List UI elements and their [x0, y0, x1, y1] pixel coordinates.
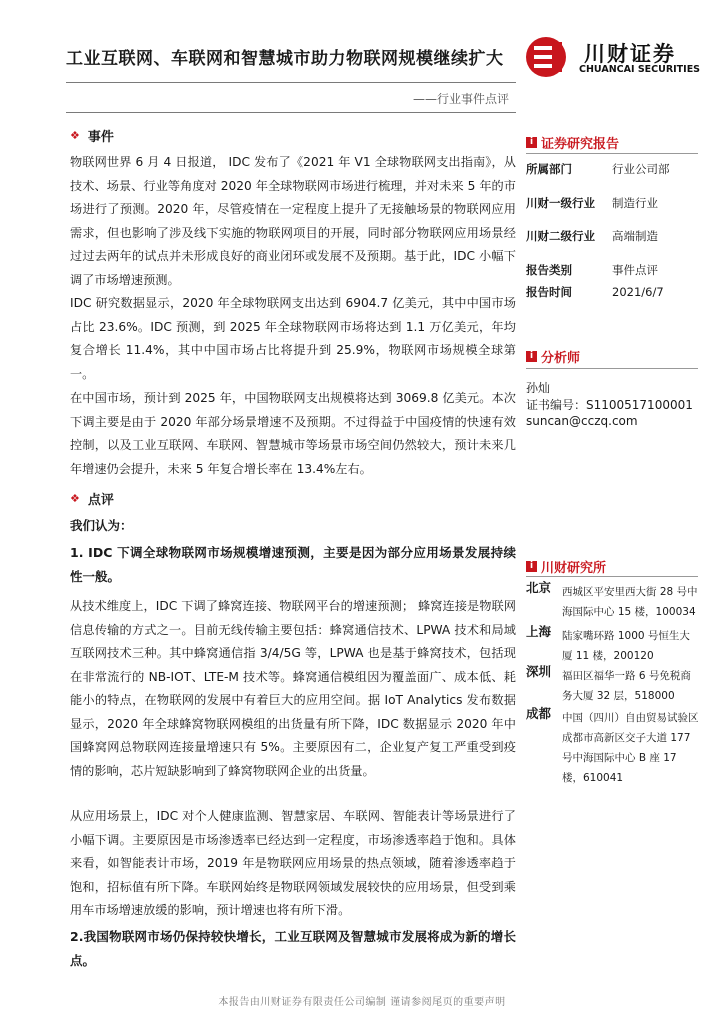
institute-square-icon: i — [526, 561, 537, 572]
office-address-shenzhen: 福田区福华一路 6 号免税商务大厦 32 层，518000 — [562, 670, 691, 702]
report-title: 工业互联网、车联网和智慧城市助力物联网规模继续扩大 — [66, 49, 504, 69]
office-city-chengdu: 成都 — [526, 706, 552, 721]
office-city-shenzhen: 深圳 — [526, 664, 552, 679]
point-1-paragraph-1: 从技术维度上，IDC 下调了蜂窝连接、物联网平台的增速预测； 蜂窝连接是物联网信息传输的方式之一。目前无线传输主要包括：蜂窝通信技术、LPWA 技术和局域互联网技术三种。其中蜂窝通信指 3/4/5G 等，LPWA 也是基于蜂窝技术，包括现在非常流行的 NB-IOT、LTE-M 技术等。蜂窝通信模组因为覆盖面广、成本低、耗能小的特点，在物联网的发展中有着巨大的应用空间。据 IoT Analytics 发布数据显示，2020 年全球蜂窝物联网模组的出货量有所下降，IDC 数据显示 2020 年中国蜂窝网总物联网连接量增速只有 5%。主要原因有二，企业复产复工严重受到疫情的影响，芯片短缺影响到了蜂窝物联网企业的出货量。 — [70, 599, 516, 778]
event-paragraph-2: IDC 研究数据显示，2020 年全球物联网支出达到 6904.7 亿美元，其中中国市场占比 23.6%。IDC 预测，到 2025 年全球物联网市场将达到 1.1 万亿美元，年均复合增长 11.4%，其中中国市场占比将提升到 25.9%，物联网市场规模全球第一。 — [70, 296, 516, 381]
report-square-icon: i — [526, 137, 537, 148]
comment-heading: ❖ 点评 — [70, 492, 114, 508]
point-2-title: 2.我国物联网市场仍保持较快增长，工业互联网及智慧城市发展将成为新的增长点。 — [70, 929, 516, 968]
office-city-beijing: 北京 — [526, 580, 552, 595]
event-paragraph-3: 在中国市场，预计到 2025 年，中国物联网支出规模将达到 3069.8 亿美元。本次下调主要是由于 2020 年部分场景增速不及预期。不过得益于中国疫情的快速有效控制，以及工业互联网、车联网、智慧城市等场景市场空间仍然较大，预计未来几年增速仍会提升，未来 5 年复合增长率在 13.4%左右。 — [70, 391, 516, 476]
header-rule — [66, 82, 516, 83]
analyst-email[interactable]: suncan@cczq.com — [526, 414, 638, 428]
analyst-heading: i 分析师 — [526, 347, 580, 366]
info-row-industry-1: 川财一级行业 制造行业 — [526, 196, 658, 210]
company-name-cn: 川财证券 — [584, 42, 676, 66]
analyst-cert: 证书编号：S1100517100001 — [526, 398, 693, 412]
we-think-label: 我们认为： — [70, 518, 133, 533]
report-subtitle: ——行业事件点评 — [412, 92, 509, 106]
diamond-bullet-icon: ❖ — [70, 129, 80, 142]
event-heading: ❖ 事件 — [70, 129, 114, 145]
page-footer: 本报告由川财证券有限责任公司编制 谨请参阅尾页的重要声明 — [218, 997, 506, 1008]
point-1-paragraph-2: 从应用场景上，IDC 对个人健康监测、智慧家居、车联网、智能表计等场景进行了小幅下调。主要原因是市场渗透率已经达到一定程度，市场渗透率趋于饱和。具体来看，如智能表计市场，2019 年是物联网应用场景的热点领域，随着渗透率趋于饱和，招标值有所下降。车联网始终是物联网领域发展较快的应用场景，但受到乘用车市场增速放缓的影响，预计增速也将有所下滑。 — [70, 809, 516, 917]
office-address-beijing: 西城区平安里西大街 28 号中海国际中心 15 楼，100034 — [562, 586, 698, 618]
sidebar-rule — [526, 576, 698, 577]
point-1-title: 1. IDC 下调全球物联网市场规模增速预测，主要是因为部分应用场景发展持续性一般。 — [70, 545, 516, 584]
analyst-name: 孙灿 — [526, 381, 551, 395]
company-name-en: CHUANCAI SECURITIES — [579, 64, 701, 75]
info-row-date: 报告时间 2021/6/7 — [526, 285, 664, 299]
report-info-heading: i 证券研究报告 — [526, 133, 619, 152]
institute-heading: i 川财研究所 — [526, 557, 606, 576]
header-rule-2 — [66, 112, 516, 113]
analyst-square-icon: i — [526, 351, 537, 362]
info-row-industry-2: 川财二级行业 高端制造 — [526, 229, 658, 243]
office-address-chengdu: 中国（四川）自由贸易试验区成都市高新区交子大道 177 号中海国际中心 B 座 17 楼，610041 — [562, 712, 699, 784]
info-row-category: 报告类别 事件点评 — [526, 263, 658, 277]
company-logo-icon — [522, 34, 574, 80]
diamond-bullet-icon: ❖ — [70, 492, 80, 505]
sidebar-rule — [526, 368, 698, 369]
event-paragraph-1: 物联网世界 6 月 4 日报道， IDC 发布了《2021 年 V1 全球物联网支出指南》，从技术、场景、行业等角度对 2020 年全球物联网市场进行梳理，并对未来 5 年的市场进行了预测。2020 年，尽管疫情在一定程度上提升了无接触场景的物联网应用需求，但也影响了涉及线下实施的物联网项目的开展，同时部分物联网应用场景经过过去两年的试点并未形成良好的商业闭环或发展不及预期。基于此，IDC 小幅下调了市场增速预测。 — [70, 155, 516, 287]
office-address-shanghai: 陆家嘴环路 1000 号恒生大厦 11 楼，200120 — [562, 630, 690, 662]
office-city-shanghai: 上海 — [526, 624, 552, 639]
info-row-department: 所属部门 行业公司部 — [526, 162, 670, 176]
